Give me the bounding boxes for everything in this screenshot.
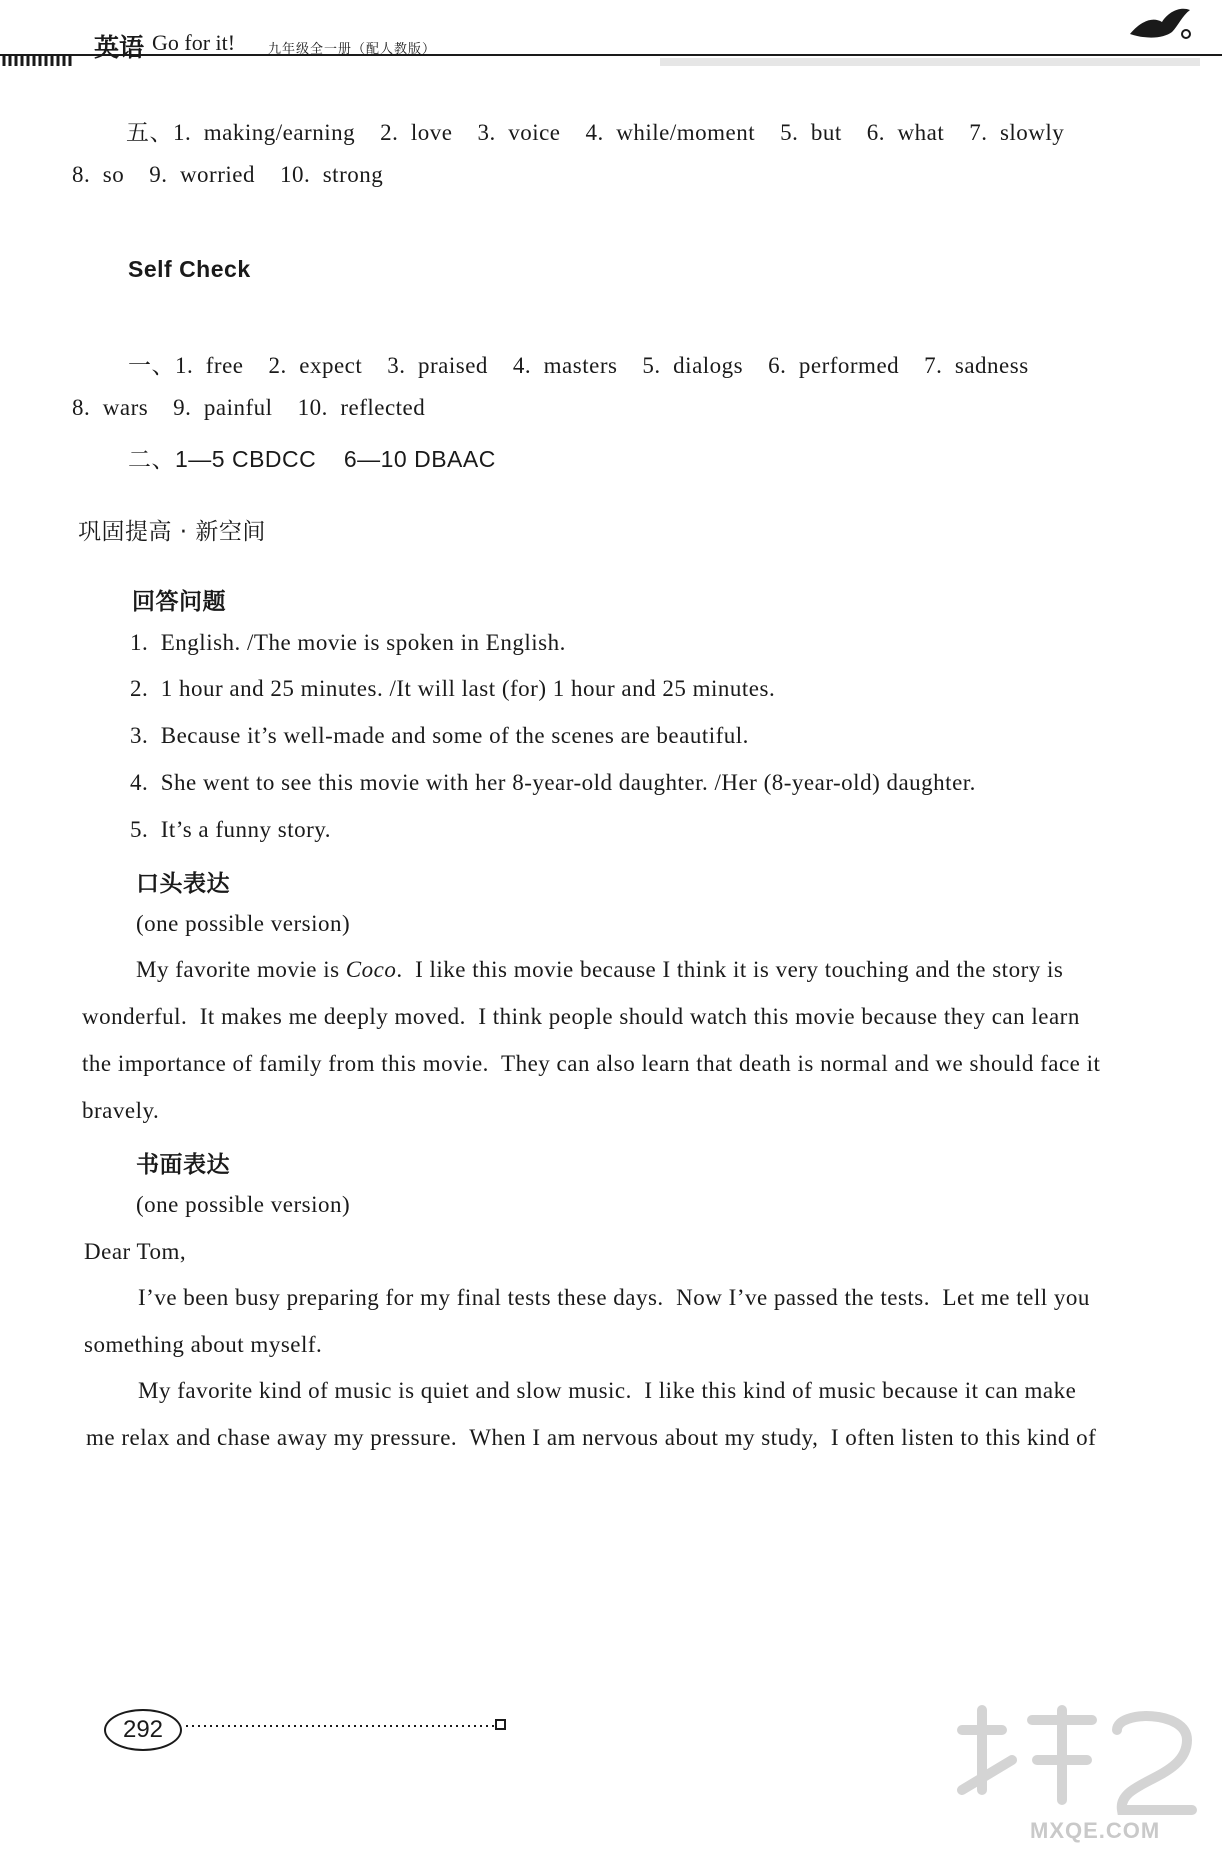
oral-text: My favorite movie is (136, 957, 346, 982)
answer-item: 4. She went to see this movie with her 8-year-old daughter. /Her (8-year-old) daughter. (130, 770, 976, 795)
letter-line2: something about myself. (84, 1332, 323, 1357)
oral-paragraph-line4: bravely. (82, 1098, 160, 1123)
oral-version: (one possible version) (136, 911, 351, 936)
answer-item: 3. Because it’s well-made and some of the scenes are beautiful. (130, 723, 749, 748)
oral-paragraph-line3: the importance of family from this movie. They can also learn that death is normal and we should face it (82, 1051, 1101, 1076)
watermark-text: MXQE.COM (1030, 1818, 1161, 1843)
letter-line4: me relax and chase away my pressure. When I am nervous about my study, I often listen to this kind of (86, 1425, 1097, 1450)
answer-item: 5. It’s a funny story. (130, 817, 332, 842)
header-rule (0, 52, 1222, 76)
qa-title: 回答问题 (132, 589, 226, 615)
header-grade: 九年级全一册（配人教版） (268, 41, 437, 56)
section5-line1: 五、1. making/earning 2. love 3. voice 4. while/moment 5. but 6. what 7. slowly (126, 120, 1065, 145)
section5-line2: 8. so 9. worried 10. strong (72, 162, 384, 187)
header-subject: 英语 (94, 34, 145, 62)
page-number: 292 (104, 1709, 182, 1751)
self-check-part2: 二、1—5 CBDCC 6—10 DBAAC (128, 446, 496, 472)
written-title: 书面表达 (136, 1152, 230, 1178)
written-version: (one possible version) (136, 1192, 351, 1217)
oral-title: 口头表达 (136, 871, 230, 897)
self-check-part1-line2: 8. wars 9. painful 10. reflected (72, 395, 426, 420)
self-check-part1-line1: 一、1. free 2. expect 3. praised 4. masters 5. dialogs 6. performed 7. sadness (128, 353, 1029, 378)
answer-item: 2. 1 hour and 25 minutes. /It will last (for) 1 hour and 25 minutes. (130, 676, 776, 701)
self-check-title: Self Check (128, 256, 251, 282)
footer-dotted-rule (186, 1708, 506, 1738)
bird-logo-icon (1128, 4, 1192, 44)
header-series: Go for it! (152, 30, 236, 55)
movie-title: Coco (345, 957, 397, 982)
letter-line1: I’ve been busy preparing for my final tests these days. Now I’ve passed the tests. Let me tell you (138, 1285, 1090, 1310)
oral-text: . I like this movie because I think it is very touching and the story is (396, 957, 1064, 982)
oral-paragraph-line1 (136, 957, 1063, 983)
letter-salutation: Dear Tom, (84, 1239, 187, 1264)
page-header (0, 0, 1222, 80)
consolidation-title: 巩固提高 · 新空间 (78, 519, 266, 545)
answer-item: 1. English. /The movie is spoken in English. (130, 630, 566, 655)
oral-paragraph-line2: wonderful. It makes me deeply moved. I think people should watch this movie because they can learn (82, 1004, 1080, 1029)
letter-line3: My favorite kind of music is quiet and slow music. I like this kind of music because it can make (138, 1378, 1077, 1403)
